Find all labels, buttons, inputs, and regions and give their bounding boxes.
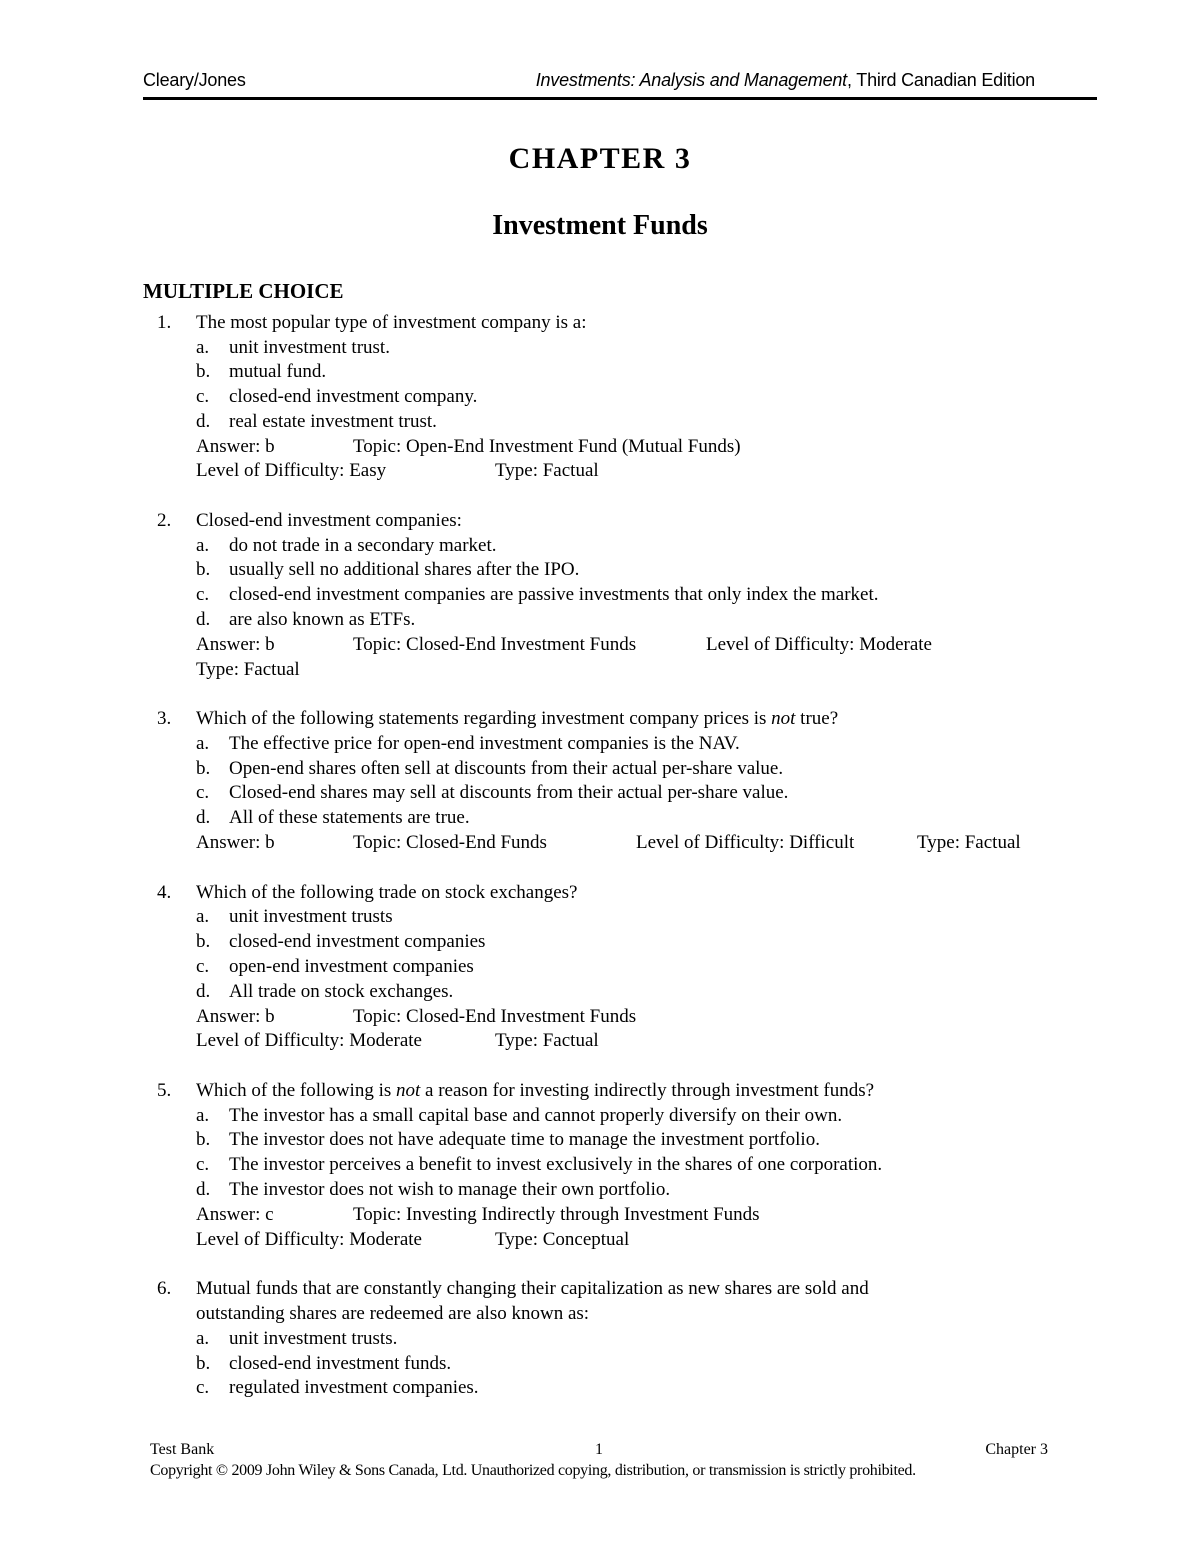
stem-text: true?	[795, 708, 839, 729]
option-text: closed-end investment companies	[229, 931, 486, 952]
book-title: Investments: Analysis and Management	[535, 70, 847, 90]
option-text: mutual fund.	[229, 361, 327, 382]
section-heading: MULTIPLE CHOICE	[143, 279, 344, 303]
difficulty-label: Level of Difficulty: Moderate	[196, 1229, 422, 1250]
option-letter: c.	[196, 584, 210, 605]
question-stem: Which of the following trade on stock exchanges?	[196, 882, 578, 903]
chapter-number: CHAPTER 3	[508, 142, 692, 175]
book-edition: , Third Canadian Edition	[847, 70, 1035, 90]
option-text: The investor perceives a benefit to invest exclusively in the shares of one corporation.	[229, 1154, 883, 1175]
answer-label: Answer: c	[196, 1204, 274, 1225]
option-letter: d.	[196, 411, 211, 432]
option-letter: b.	[196, 758, 211, 779]
option-text: All of these statements are true.	[229, 807, 470, 828]
option-text: are also known as ETFs.	[229, 609, 416, 630]
type-label: Type: Conceptual	[495, 1229, 630, 1250]
question-number: 1.	[157, 312, 172, 333]
stem-text: Which of the following is	[196, 1080, 396, 1101]
option-letter: d.	[196, 609, 211, 630]
option-text: regulated investment companies.	[229, 1377, 479, 1398]
option-text: Closed-end shares may sell at discounts from their actual per-share value.	[229, 782, 789, 803]
question-stem: Mutual funds that are constantly changing their capitalization as new shares are sold and	[196, 1278, 869, 1299]
option-text: do not trade in a secondary market.	[229, 535, 497, 556]
running-header-book	[536, 70, 1035, 91]
option-letter: a.	[196, 733, 210, 754]
option-text: The investor does not wish to manage their own portfolio.	[229, 1179, 671, 1200]
option-text: real estate investment trust.	[229, 411, 437, 432]
option-letter: c.	[196, 956, 210, 977]
chapter-title: Investment Funds	[492, 210, 708, 241]
question-stem: Closed-end investment companies:	[196, 510, 462, 531]
stem-text: a reason for investing indirectly through investment funds?	[420, 1080, 875, 1101]
option-text: The effective price for open-end investment companies is the NAV.	[229, 733, 740, 754]
topic-label: Topic: Closed-End Investment Funds	[353, 634, 637, 655]
answer-label: Answer: b	[196, 436, 275, 457]
option-letter: b.	[196, 1353, 211, 1374]
answer-label: Answer: b	[196, 634, 275, 655]
option-letter: c.	[196, 1154, 210, 1175]
option-text: closed-end investment funds.	[229, 1353, 452, 1374]
option-text: unit investment trusts	[229, 906, 393, 927]
type-label: Type: Factual	[917, 832, 1021, 853]
topic-label: Topic: Open-End Investment Fund (Mutual Funds)	[353, 436, 741, 457]
type-label: Type: Factual	[495, 1030, 599, 1051]
footer-test-bank: Test Bank	[150, 1441, 215, 1458]
stem-emphasis: not	[396, 1080, 421, 1101]
topic-label: Topic: Closed-End Funds	[353, 832, 547, 853]
option-letter: b.	[196, 559, 211, 580]
option-text: All trade on stock exchanges.	[229, 981, 454, 1002]
difficulty-label: Level of Difficulty: Moderate	[196, 1030, 422, 1051]
stem-text: Which of the following statements regarding investment company prices is	[196, 708, 772, 729]
option-letter: c.	[196, 1377, 210, 1398]
option-letter: c.	[196, 782, 210, 803]
option-text: unit investment trust.	[229, 337, 390, 358]
topic-label: Topic: Investing Indirectly through Investment Funds	[353, 1204, 760, 1225]
question-number: 6.	[157, 1278, 172, 1299]
topic-label: Topic: Closed-End Investment Funds	[353, 1006, 637, 1027]
option-letter: d.	[196, 981, 211, 1002]
footer-page-number: 1	[595, 1441, 603, 1458]
option-letter: b.	[196, 1129, 211, 1150]
question-number: 2.	[157, 510, 172, 531]
option-letter: a.	[196, 906, 210, 927]
question-stem	[196, 707, 838, 731]
header-rule	[143, 97, 1097, 100]
option-letter: d.	[196, 807, 211, 828]
option-text: open-end investment companies	[229, 956, 474, 977]
option-text: Open-end shares often sell at discounts from their actual per-share value.	[229, 758, 784, 779]
option-letter: a.	[196, 1328, 210, 1349]
option-text: The investor does not have adequate time to manage the investment portfolio.	[229, 1129, 820, 1150]
answer-label: Answer: b	[196, 1006, 275, 1027]
option-letter: b.	[196, 361, 211, 382]
difficulty-label: Level of Difficulty: Easy	[196, 460, 387, 481]
option-letter: d.	[196, 1179, 211, 1200]
answer-label: Answer: b	[196, 832, 275, 853]
question-stem: outstanding shares are redeemed are also known as:	[196, 1303, 590, 1324]
option-letter: c.	[196, 386, 210, 407]
option-letter: b.	[196, 931, 211, 952]
question-stem	[196, 1079, 874, 1103]
question-number: 4.	[157, 882, 172, 903]
stem-emphasis: not	[771, 708, 796, 729]
option-letter: a.	[196, 337, 210, 358]
footer-copyright: Copyright © 2009 John Wiley & Sons Canada, Ltd. Unauthorized copying, distribution, or transmission is strictly prohibited.	[150, 1462, 916, 1479]
option-text: unit investment trusts.	[229, 1328, 398, 1349]
footer-chapter: Chapter 3	[985, 1441, 1048, 1458]
question-stem: The most popular type of investment company is a:	[196, 312, 587, 333]
question-number: 5.	[157, 1080, 172, 1101]
difficulty-label: Level of Difficulty: Moderate	[706, 634, 932, 655]
option-text: The investor has a small capital base and cannot properly diversify on their own.	[229, 1105, 843, 1126]
question-number: 3.	[157, 708, 172, 729]
type-label: Type: Factual	[196, 659, 300, 680]
running-header-authors: Cleary/Jones	[143, 70, 246, 90]
option-letter: a.	[196, 1105, 210, 1126]
difficulty-label: Level of Difficulty: Difficult	[636, 832, 855, 853]
option-text: closed-end investment company.	[229, 386, 478, 407]
option-letter: a.	[196, 535, 210, 556]
option-text: usually sell no additional shares after the IPO.	[229, 559, 580, 580]
type-label: Type: Factual	[495, 460, 599, 481]
option-text: closed-end investment companies are passive investments that only index the market.	[229, 584, 879, 605]
